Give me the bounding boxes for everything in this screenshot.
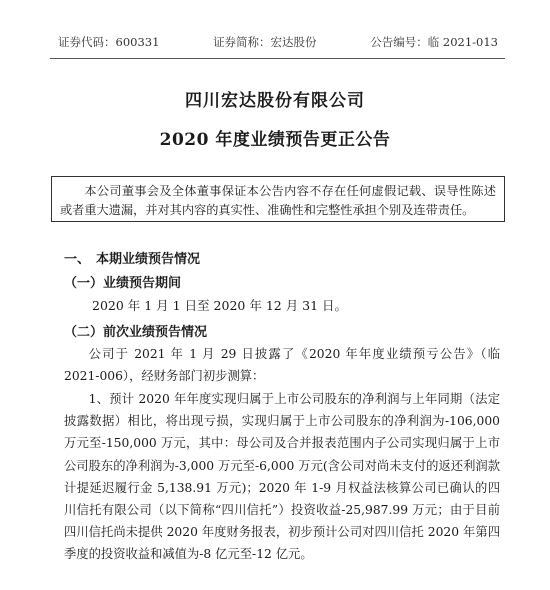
- company-name: 四川宏达股份有限公司: [185, 91, 365, 111]
- section-title: 本期业绩预告情况: [96, 252, 201, 267]
- section-number: 一、: [64, 252, 91, 267]
- section-heading: [64, 248, 200, 267]
- document-title: 2020 年度业绩预告更正公告: [159, 130, 391, 150]
- period-text: 2020 年 1 月 1 日至 2020 年 12 月 31 日。: [92, 298, 348, 313]
- notice-number: 公告编号：临 2021-013: [370, 35, 498, 49]
- subsection-heading-period: （一）业绩预告期间: [64, 276, 182, 291]
- paragraph-forecast: 1、预计 2020 年年度实现归属于上市公司股东的净利润与上年同期（法定披露数据）相比，将出现亏损，实现归属于上市公司股东的净利润为-106,000 万元至-150,000 万元，其中：母公司及合并报表范围内子公司实现归属于上市公司股东的净利润为-3,000 万元至-6,000 万元(含公司对尚未支付的返还利润款计提延迟履行金 5,138.91 万元)；2020 年 1-9 月权益法核算公司已确认的四川信托有限公司（以下简称“四川信托”）投资收益-25,987.99 万元；由于目前四川信托尚未提供 2020 年度财务报表，初步预计公司对四川信托 2020 年第四季度的投资收益和减值为-8 亿元至-12 亿元。: [64, 392, 500, 562]
- stock-short-name: 证券简称：宏达股份: [213, 35, 317, 49]
- board-notice-box: 本公司董事会及全体董事保证本公告内容不存在任何虚假记载、误导性陈述或者重大遗漏，并对其内容的真实性、准确性和完整性承担个别及连带责任。: [51, 176, 505, 222]
- subsection-heading-previous: （二）前次业绩预告情况: [64, 325, 208, 340]
- paragraph-disclosure: 公司于 2021 年 1 月 29 日披露了《2020 年年度业绩预亏公告》（临 2021-006），经财务部门初步测算：: [64, 347, 500, 384]
- document-header: [58, 34, 498, 50]
- header-divider: [50, 58, 505, 59]
- stock-code: 证券代码：600331: [58, 35, 160, 49]
